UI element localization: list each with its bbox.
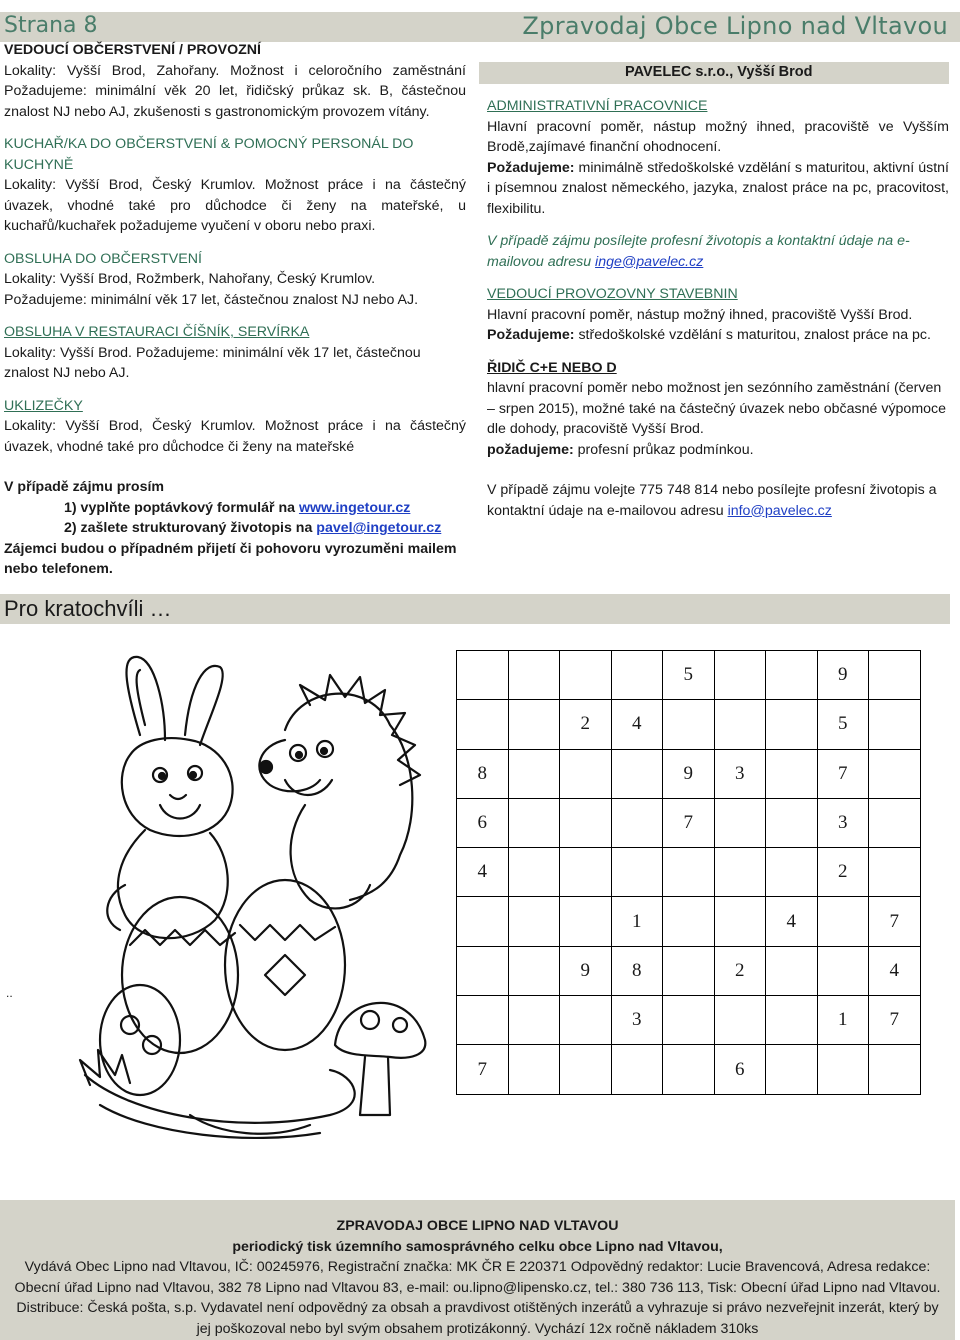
sudoku-cell[interactable] bbox=[457, 700, 509, 749]
sudoku-cell[interactable] bbox=[766, 1045, 818, 1094]
sudoku-cell[interactable]: 6 bbox=[457, 798, 509, 847]
sudoku-cell[interactable] bbox=[457, 897, 509, 946]
requirements-text: středoškolské vzdělání s maturitou, znalost práce na pc. bbox=[574, 327, 931, 343]
footer-line-4: Obecní úřad Lipno nad Vltavou, 382 78 Lipno nad Vltavou 83, e-mail: ou.lipno@lipensko.cz, tel.: 380 736 113, Tisk: Obecní úřad Lipno nad Vltavou. bbox=[14, 1279, 941, 1296]
sudoku-cell[interactable]: 3 bbox=[611, 996, 663, 1045]
newsletter-title: Zpravodaj Obce Lipno nad Vltavou bbox=[522, 12, 948, 40]
job-title: ADMINISTRATIVNÍ PRACOVNICE bbox=[487, 98, 708, 114]
sudoku-cell[interactable] bbox=[508, 1045, 560, 1094]
sudoku-cell[interactable]: 4 bbox=[766, 897, 818, 946]
job-requirements bbox=[487, 325, 949, 346]
coloring-picture-bunny-hedgehog bbox=[70, 645, 430, 1145]
job-driver bbox=[487, 358, 949, 461]
sudoku-cell[interactable] bbox=[611, 749, 663, 798]
company-name: PAVELEC s.r.o., Vyšší Brod bbox=[625, 64, 813, 80]
sudoku-row bbox=[457, 996, 921, 1045]
ingetour-web-link[interactable]: www.ingetour.cz bbox=[298, 499, 411, 516]
sudoku-cell[interactable] bbox=[508, 897, 560, 946]
job-description: Hlavní pracovní poměr, nástup možný ihned, pracoviště Vyšší Brod. bbox=[487, 306, 913, 323]
sudoku-cell[interactable] bbox=[714, 798, 766, 847]
sudoku-cell[interactable] bbox=[766, 996, 818, 1045]
job-title: KUCHAŘ/KA DO OBČERSTVENÍ & POMOCNÝ PERSONÁL DO KUCHYNĚ bbox=[4, 136, 414, 173]
job-cleaners bbox=[4, 396, 466, 458]
job-description: Lokality: Vyšší Brod, Český Krumlov. Možnost práce i na částečný úvazek, vhodné také pro důchodce či ženy na mateřské bbox=[4, 418, 466, 455]
sudoku-cell[interactable]: 5 bbox=[817, 700, 869, 749]
sudoku-cell[interactable] bbox=[766, 798, 818, 847]
sudoku-grid bbox=[456, 650, 921, 1095]
sudoku-cell[interactable]: 1 bbox=[817, 996, 869, 1045]
section-title: Pro kratochvíli … bbox=[4, 596, 172, 621]
sudoku-row bbox=[457, 651, 921, 700]
sudoku-cell[interactable] bbox=[869, 1045, 921, 1094]
ingetour-email-link[interactable]: pavel@ingetour.cz bbox=[316, 520, 442, 536]
sudoku-cell[interactable] bbox=[508, 798, 560, 847]
footer-line-1: ZPRAVODAJ OBCE LIPNO NAD VLTAVOU bbox=[336, 1218, 619, 1234]
sudoku-cell[interactable] bbox=[766, 749, 818, 798]
sudoku-cell[interactable] bbox=[766, 651, 818, 700]
sudoku-cell[interactable]: 8 bbox=[457, 749, 509, 798]
sudoku-cell[interactable]: 3 bbox=[714, 749, 766, 798]
sudoku-cell[interactable] bbox=[508, 848, 560, 897]
job-title: UKLIZEČKY bbox=[4, 397, 83, 414]
requirements-label: požadujeme: bbox=[487, 441, 574, 458]
job-description: Lokality: Vyšší Brod. Požadujeme: minimální věk 17 let, částečnou znalost NJ nebo AJ. bbox=[4, 344, 421, 381]
job-requirements: Požadujeme: minimální věk 17 let, částečnou znalost NJ nebo AJ. bbox=[4, 291, 419, 308]
apply-intro: V případě zájmu prosím bbox=[4, 479, 165, 495]
job-title: ŘIDIČ C+E NEBO D bbox=[487, 359, 617, 376]
contact-inge bbox=[487, 231, 949, 272]
job-title: OBSLUHA DO OBČERSTVENÍ bbox=[4, 250, 202, 267]
sudoku-cell[interactable]: 7 bbox=[869, 897, 921, 946]
sudoku-cell[interactable]: 9 bbox=[817, 651, 869, 700]
job-admin bbox=[487, 96, 949, 219]
sudoku-cell[interactable] bbox=[457, 946, 509, 995]
sudoku-cell[interactable]: 9 bbox=[560, 946, 612, 995]
apply-closing: Zájemci budou o případném přijetí či pohovoru vyrozuměni mailem nebo telefonem. bbox=[4, 540, 457, 577]
sudoku-cell[interactable]: 1 bbox=[611, 897, 663, 946]
job-service-refreshments bbox=[4, 249, 466, 311]
sudoku-cell[interactable] bbox=[508, 700, 560, 749]
sudoku-cell[interactable] bbox=[714, 996, 766, 1045]
sudoku-cell[interactable]: 7 bbox=[817, 749, 869, 798]
job-waiter bbox=[4, 322, 466, 384]
sudoku-cell[interactable] bbox=[869, 848, 921, 897]
apply-step-1 bbox=[4, 498, 466, 519]
sudoku-cell[interactable]: 5 bbox=[663, 651, 715, 700]
sudoku-cell[interactable] bbox=[560, 897, 612, 946]
sudoku-cell[interactable] bbox=[869, 651, 921, 700]
job-description: Hlavní pracovní poměr, nástup možný ihned, pracoviště ve Vyšším Brodě,zajímavé finanční ohodnocení. bbox=[487, 118, 949, 155]
sudoku-cell[interactable] bbox=[817, 897, 869, 946]
sudoku-cell[interactable]: 2 bbox=[560, 700, 612, 749]
sudoku-cell[interactable]: 4 bbox=[611, 700, 663, 749]
job-title: VEDOUCÍ PROVOZOVNY STAVEBNIN bbox=[487, 286, 738, 302]
sudoku-cell[interactable]: 8 bbox=[611, 946, 663, 995]
job-manager-refreshments bbox=[4, 40, 466, 122]
sudoku-cell[interactable]: 2 bbox=[714, 946, 766, 995]
apply-step-2-text: 2) zašlete strukturovaný životopis na bbox=[64, 520, 317, 536]
contact-text-body: V případě zájmu posílejte profesní životopis a kontaktní údaje na e-mailovou adresu bbox=[487, 233, 910, 270]
sudoku-cell[interactable]: 4 bbox=[869, 946, 921, 995]
sudoku-cell[interactable] bbox=[508, 996, 560, 1045]
sudoku-cell[interactable] bbox=[766, 700, 818, 749]
sudoku-cell[interactable] bbox=[663, 897, 715, 946]
sudoku-cell[interactable] bbox=[869, 798, 921, 847]
job-description: hlavní pracovní poměr nebo možnost jen sezónního zaměstnání (červen – srpen 2015), možné také na částečný úvazek nebo občasné výpomoce dle dohody, pracoviště Vyšší Brod. bbox=[487, 380, 947, 437]
sudoku-cell[interactable] bbox=[611, 1045, 663, 1094]
sudoku-cell[interactable] bbox=[869, 749, 921, 798]
sudoku-row bbox=[457, 946, 921, 995]
sudoku-cell[interactable] bbox=[560, 996, 612, 1045]
sudoku-cell[interactable]: 3 bbox=[817, 798, 869, 847]
sudoku-cell[interactable] bbox=[817, 1045, 869, 1094]
sudoku-cell[interactable] bbox=[457, 996, 509, 1045]
job-description: Lokality: Vyšší Brod, Zahořany. Možnost i celoročního zaměstnání Požadujeme: minimální věk 20 let, řidičský průkaz sk. B, částečnou znalost NJ nebo AJ, zkušenosti s gastronomickým provozem vítány. bbox=[4, 62, 466, 120]
sudoku-cell[interactable] bbox=[560, 749, 612, 798]
sudoku-cell[interactable] bbox=[611, 848, 663, 897]
sudoku-cell[interactable] bbox=[714, 700, 766, 749]
footer-line-3: Vydává Obec Lipno nad Vltavou, IČ: 00245976, Registrační značka: MK ČR E 220371 Odpovědný redaktor: Lucie Bravencová, Adresa redakce: bbox=[24, 1259, 931, 1275]
job-title: VEDOUCÍ OBČERSTVENÍ / PROVOZNÍ bbox=[4, 42, 261, 58]
sudoku-cell[interactable] bbox=[663, 996, 715, 1045]
job-title: OBSLUHA V RESTAURACI ČÍŠNÍK, SERVÍRKA bbox=[4, 324, 310, 340]
sudoku-cell[interactable] bbox=[663, 1045, 715, 1094]
sudoku-cell[interactable] bbox=[714, 897, 766, 946]
sudoku-cell[interactable]: 7 bbox=[869, 996, 921, 1045]
sudoku-cell[interactable] bbox=[560, 798, 612, 847]
sudoku-cell[interactable] bbox=[508, 651, 560, 700]
footer-line-2: periodický tisk územního samosprávného celku obce Lipno nad Vltavou, bbox=[232, 1238, 723, 1255]
footer-line-6: jej poškozoval nebo byl svým obsahem protizákonný. Vychází 12x ročně nákladem 310ks bbox=[196, 1320, 759, 1337]
sudoku-cell[interactable] bbox=[766, 946, 818, 995]
requirements-label: Požadujeme: bbox=[487, 327, 575, 343]
sudoku-cell[interactable] bbox=[611, 798, 663, 847]
sudoku-cell[interactable] bbox=[663, 700, 715, 749]
sudoku-cell[interactable]: 6 bbox=[714, 1045, 766, 1094]
contact-text-body: V případě zájmu volejte 775 748 814 nebo posílejte profesní životopis a kontaktní údaje na e-mailovou adresu bbox=[487, 482, 937, 519]
sudoku-cell[interactable] bbox=[611, 651, 663, 700]
sudoku-cell[interactable]: 7 bbox=[663, 798, 715, 847]
job-requirements bbox=[487, 440, 949, 461]
sudoku-row bbox=[457, 1045, 921, 1094]
sudoku-cell[interactable] bbox=[508, 749, 560, 798]
sudoku-cell[interactable] bbox=[560, 651, 612, 700]
page-number: Strana 8 bbox=[4, 13, 98, 38]
apply-step-2 bbox=[4, 518, 466, 539]
right-column bbox=[487, 96, 949, 533]
inge-email-link[interactable]: inge@pavelec.cz bbox=[595, 253, 704, 270]
requirements-text: minimálně středoškolské vzdělání s maturitou, aktivní ústní i písemnou znalost německého, jazyka, znalost práce na pc, pracovitost, flexibilitu. bbox=[487, 159, 949, 217]
left-column bbox=[4, 40, 466, 592]
sudoku-row bbox=[457, 798, 921, 847]
sudoku-row bbox=[457, 848, 921, 897]
sudoku-cell[interactable] bbox=[457, 651, 509, 700]
contact-info bbox=[487, 480, 949, 521]
sudoku-row bbox=[457, 749, 921, 798]
footer-line-5: Distribuce: Česká pošta, s.p. Vydavatel není odpovědný za obsah a pravdivost otištěných inzerátů a vyhrazuje si právo nezveřejnit inzerát, který by bbox=[16, 1300, 939, 1316]
sudoku-row bbox=[457, 897, 921, 946]
job-requirements bbox=[487, 158, 949, 220]
sudoku-cell[interactable] bbox=[663, 848, 715, 897]
sudoku-cell[interactable]: 7 bbox=[457, 1045, 509, 1094]
sudoku-cell[interactable]: 2 bbox=[817, 848, 869, 897]
sudoku-row bbox=[457, 700, 921, 749]
requirements-text: profesní průkaz podmínkou. bbox=[573, 441, 754, 458]
apply-step-1-text: 1) vyplňte poptávkový formulář na bbox=[64, 499, 299, 516]
art-mark: .. bbox=[6, 986, 13, 1000]
job-cook bbox=[4, 134, 466, 237]
job-description: Lokality: Vyšší Brod, Český Krumlov. Možnost práce i na částečný úvazek, vhodné také pro důchodce či ženy na mateřské, u kuchařů/kuchařek požadujeme vyučení v oboru nebo praxi. bbox=[4, 177, 466, 234]
sudoku-cell[interactable] bbox=[663, 946, 715, 995]
sudoku-cell[interactable] bbox=[817, 946, 869, 995]
sudoku-cell[interactable] bbox=[766, 848, 818, 897]
sudoku-cell[interactable] bbox=[714, 848, 766, 897]
sudoku-cell[interactable] bbox=[508, 946, 560, 995]
sudoku-cell[interactable] bbox=[560, 848, 612, 897]
job-store-manager bbox=[487, 284, 949, 346]
info-email-link[interactable]: info@pavelec.cz bbox=[727, 502, 832, 519]
footer bbox=[0, 1216, 955, 1339]
contact-text bbox=[487, 480, 949, 521]
apply-instructions bbox=[4, 477, 466, 580]
job-locations: Lokality: Vyšší Brod, Rožmberk, Nahořany, Český Krumlov. bbox=[4, 271, 376, 287]
sudoku-cell[interactable]: 4 bbox=[457, 848, 509, 897]
sudoku-cell[interactable] bbox=[714, 651, 766, 700]
requirements-label: Požadujeme: bbox=[487, 159, 575, 176]
sudoku-cell[interactable] bbox=[560, 1045, 612, 1094]
sudoku-cell[interactable]: 9 bbox=[663, 749, 715, 798]
sudoku-cell[interactable] bbox=[869, 700, 921, 749]
contact-text bbox=[487, 231, 949, 272]
